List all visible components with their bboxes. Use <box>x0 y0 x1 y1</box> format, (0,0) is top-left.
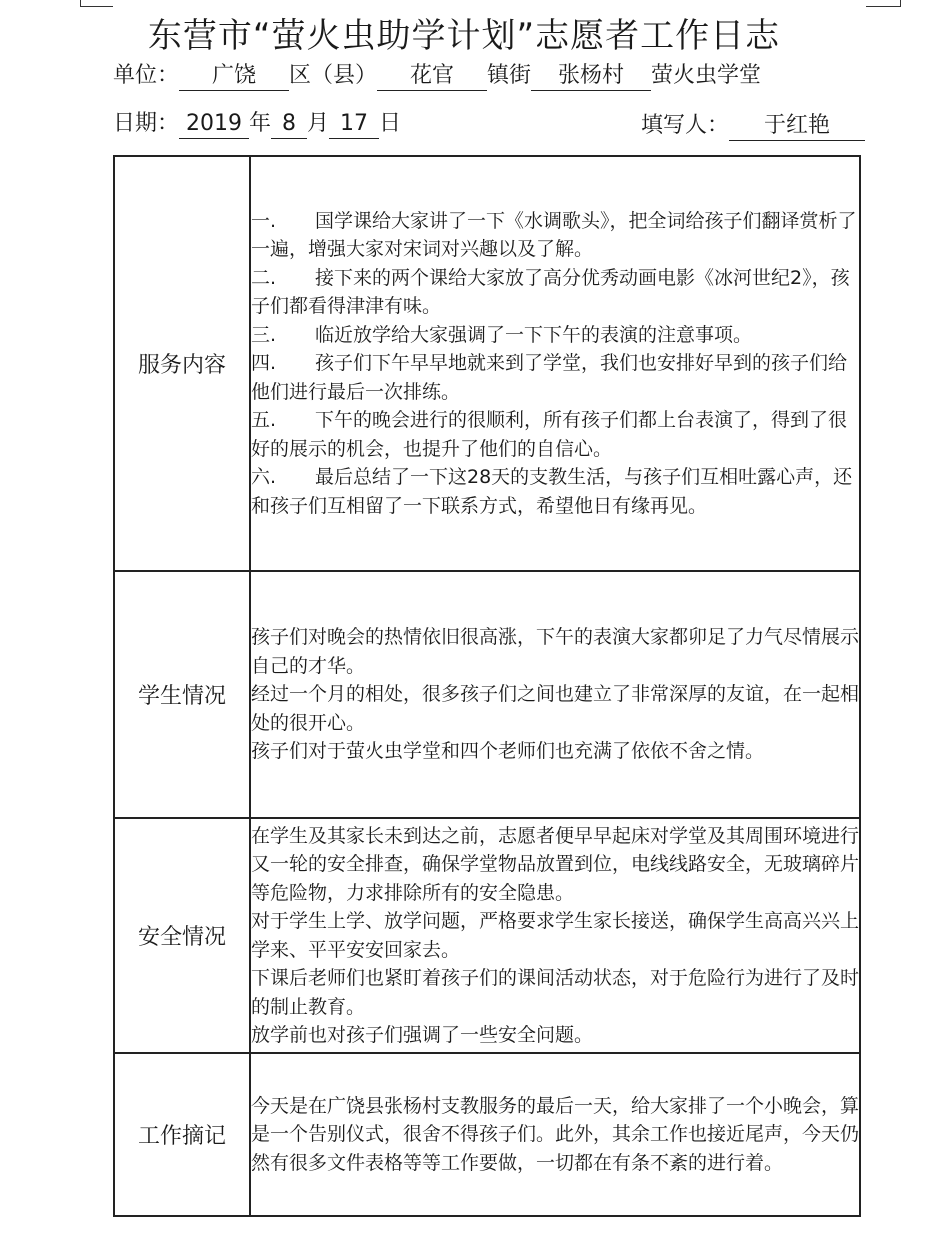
writer-value: 于红艳 <box>729 112 865 141</box>
safety-content <box>250 818 860 1053</box>
safety-row <box>114 818 860 1053</box>
log-table <box>113 155 861 1217</box>
item-number: 五. <box>251 409 277 432</box>
service-label: 服务内容 <box>114 156 250 571</box>
item-text: 下午的晚会进行的很顺利，所有孩子们都上台表演了，得到了很好的展示的机会，也提升了他们的自信心。 <box>251 409 848 460</box>
item-text: 国学课给大家讲了一下《水调歌头》，把全词给孩子们翻译赏析了一遍，增强大家对宋词对兴趣以及了解。 <box>251 209 857 261</box>
writer-line <box>641 112 865 141</box>
district-suffix: 区（县） <box>289 63 378 88</box>
item-number: 三. <box>251 323 277 346</box>
month-unit: 月 <box>307 111 330 136</box>
date-line <box>113 110 401 139</box>
unit-line <box>113 62 761 91</box>
safety-label: 安全情况 <box>114 818 250 1053</box>
safety-paragraph: 放学前也对孩子们强调了一些安全问题。 <box>251 1024 594 1046</box>
safety-paragraph: 对于学生上学、放学问题，严格要求学生家长接送，确保学生高高兴兴上学来、平平安安回家去。 <box>251 910 860 961</box>
safety-paragraph: 在学生及其家长未到达之前，志愿者便早早起床对学堂及其周围环境进行又一轮的安全排查，确保学堂物品放置到位，电线线路安全，无玻璃碎片等危险物，力求排除所有的安全隐患。 <box>251 824 860 904</box>
item-number: 一. <box>251 209 277 232</box>
day-value: 17 <box>329 110 379 139</box>
safety-paragraph: 下课后老师们也紧盯着孩子们的课间活动状态，对于危险行为进行了及时的制止教育。 <box>251 967 860 1018</box>
item-text: 临近放学给大家强调了一下下午的表演的注意事项。 <box>315 323 753 346</box>
crop-mark-left <box>80 0 113 7</box>
item-number: 四. <box>251 352 277 375</box>
writer-label: 填写人： <box>641 113 730 138</box>
item-text: 接下来的两个课给大家放了高分优秀动画电影《冰河世纪2》，孩子们都看得津津有味。 <box>251 266 850 318</box>
notes-row <box>114 1053 860 1216</box>
item-text: 孩子们下午早早地就来到了学堂，我们也安排好早到的孩子们给他们进行最后一次排练。 <box>251 352 848 403</box>
page-title: 东营市“萤火虫助学计划”志愿者工作日志 <box>147 16 781 56</box>
notes-content <box>250 1053 860 1216</box>
item-number: 二. <box>251 266 277 289</box>
item-text: 最后总结了一下这28天的支教生活，与孩子们互相吐露心声，还和孩子们互相留了一下联系方式，希望他日有缘再见。 <box>251 466 853 517</box>
day-unit: 日 <box>379 111 402 136</box>
district-value: 广饶 <box>179 62 289 91</box>
item-number: 六. <box>251 466 277 489</box>
village-value: 张杨村 <box>531 62 651 91</box>
date-label: 日期： <box>113 111 180 136</box>
service-item <box>251 406 859 463</box>
students-paragraph: 经过一个月的相处，很多孩子们之间也建立了非常深厚的友谊，在一起相处的很开心。 <box>251 683 860 734</box>
town-suffix: 镇街 <box>487 63 532 88</box>
students-paragraph: 孩子们对于萤火虫学堂和四个老师们也充满了依依不舍之情。 <box>251 740 765 763</box>
unit-label: 单位： <box>113 63 180 88</box>
notes-label: 工作摘记 <box>114 1053 250 1216</box>
service-content <box>250 156 860 571</box>
service-row <box>114 156 860 571</box>
service-item <box>251 264 859 321</box>
year-value: 2019 <box>179 110 249 139</box>
service-item <box>251 321 859 350</box>
crop-mark-right <box>866 0 901 7</box>
year-unit: 年 <box>249 111 272 136</box>
service-item <box>251 349 859 406</box>
service-item <box>251 463 859 520</box>
notes-paragraph: 今天是在广饶县张杨村支教服务的最后一天，给大家排了一个小晚会，算是一个告别仪式，很舍不得孩子们。此外，其余工作也接近尾声，今天仍然有很多文件表格等等工作要做，一切都在有条不紊的进行着。 <box>251 1094 860 1174</box>
students-content <box>250 571 860 818</box>
students-label: 学生情况 <box>114 571 250 818</box>
town-value: 花官 <box>377 62 487 91</box>
service-item <box>251 207 859 264</box>
students-paragraph: 孩子们对晚会的热情依旧很高涨，下午的表演大家都卯足了力气尽情展示自己的才华。 <box>251 626 860 677</box>
school-name: 萤火虫学堂 <box>651 63 762 88</box>
students-row <box>114 571 860 818</box>
month-value: 8 <box>271 110 307 139</box>
